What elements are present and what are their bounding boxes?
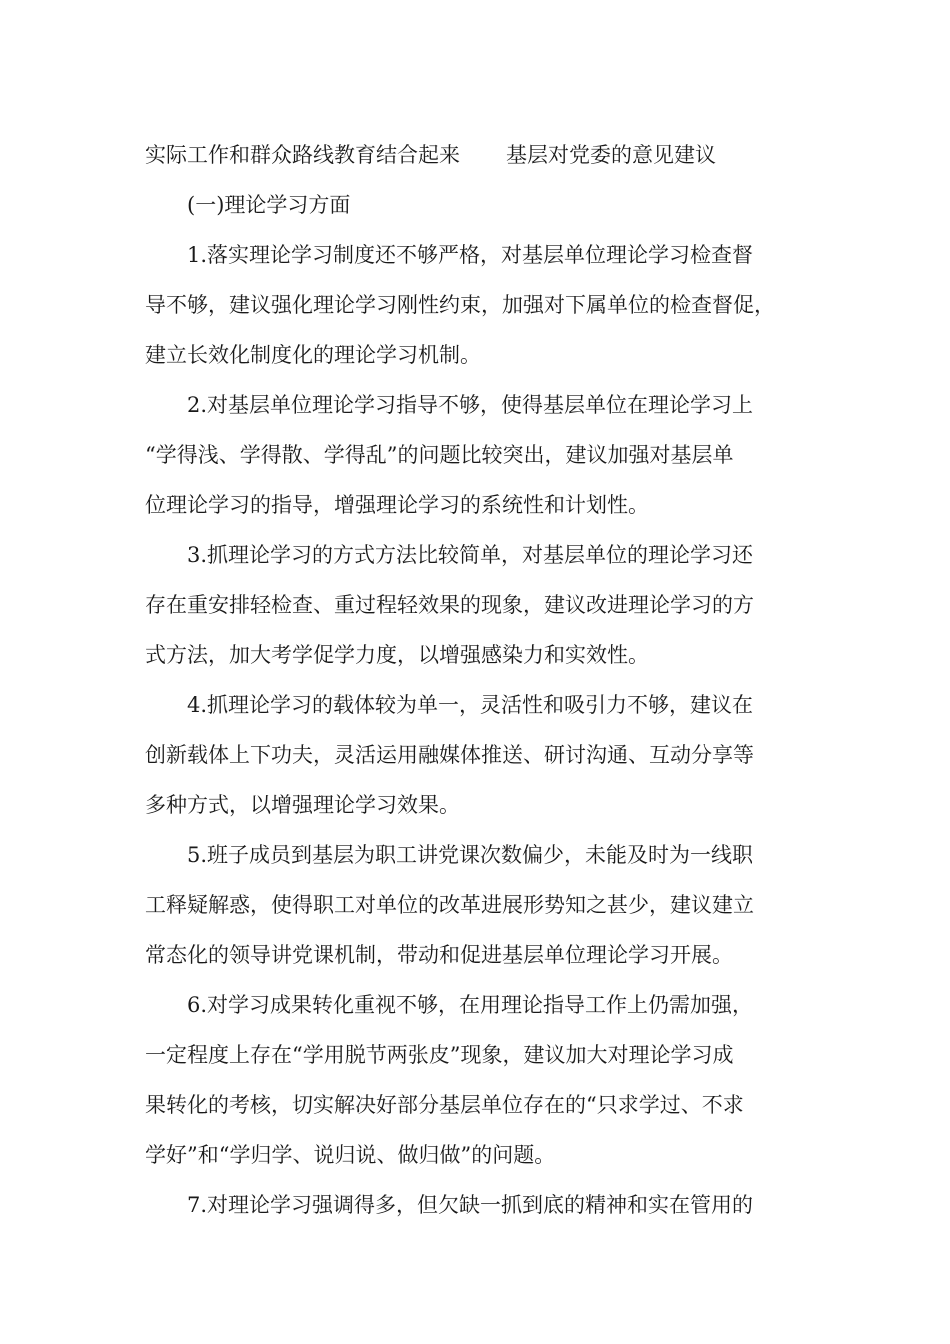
paragraph-line: 1.落实理论学习制度还不够严格，对基层单位理论学习检查督 [187, 243, 754, 267]
title-line [145, 130, 825, 180]
paragraph-line: 创新载体上下功夫，灵活运用融媒体推送、研讨沟通、互动分享等 [145, 743, 754, 767]
paragraph-line: 一定程度上存在“学用脱节两张皮”现象，建议加大对理论学习成 [145, 1043, 734, 1067]
paragraph-line: 建立长效化制度化的理论学习机制。 [145, 343, 481, 367]
paragraph-line: 常态化的领导讲党课机制，带动和促进基层单位理论学习开展。 [145, 943, 733, 967]
paragraph-3 [145, 530, 825, 680]
paragraph-line: 导不够，建议强化理论学习刚性约束，加强对下属单位的检查督促， [145, 293, 775, 317]
paragraph-line: 位理论学习的指导，增强理论学习的系统性和计划性。 [145, 493, 649, 517]
paragraph-line: 多种方式，以增强理论学习效果。 [145, 793, 460, 817]
paragraph-line: 3.抓理论学习的方式方法比较简单，对基层单位的理论学习还 [187, 543, 754, 567]
paragraph-7 [145, 1180, 825, 1230]
paragraph-line: 式方法，加大考学促学力度，以增强感染力和实效性。 [145, 643, 649, 667]
document-body [145, 130, 825, 1230]
paragraph-line: 6.对学习成果转化重视不够，在用理论指导工作上仍需加强， [187, 993, 754, 1017]
title-left: 实际工作和群众路线教育结合起来 [145, 143, 460, 167]
paragraph-line: 7.对理论学习强调得多，但欠缺一抓到底的精神和实在管用的 [187, 1193, 754, 1217]
paragraph-line: 果转化的考核，切实解决好部分基层单位存在的“只求学过、不求 [145, 1093, 744, 1117]
paragraph-6 [145, 980, 825, 1180]
paragraph-line: 存在重安排轻检查、重过程轻效果的现象，建议改进理论学习的方 [145, 593, 754, 617]
section-heading: (一)理论学习方面 [187, 193, 351, 217]
paragraph-line: 2.对基层单位理论学习指导不够，使得基层单位在理论学习上 [187, 393, 754, 417]
paragraph-line: 工释疑解惑，使得职工对单位的改革进展形势知之甚少，建议建立 [145, 893, 754, 917]
paragraph-2 [145, 380, 825, 530]
paragraph-4 [145, 680, 825, 830]
paragraph-line: 学好”和“学归学、说归说、做归做”的问题。 [145, 1143, 556, 1167]
paragraph-line: “学得浅、学得散、学得乱”的问题比较突出，建议加强对基层单 [145, 443, 734, 467]
paragraph-line: 4.抓理论学习的载体较为单一，灵活性和吸引力不够，建议在 [187, 693, 754, 717]
title-right: 基层对党委的意见建议 [506, 143, 716, 167]
paragraph-5 [145, 830, 825, 980]
paragraph-1 [145, 230, 825, 380]
paragraph-line: 5.班子成员到基层为职工讲党课次数偏少，未能及时为一线职 [187, 843, 754, 867]
